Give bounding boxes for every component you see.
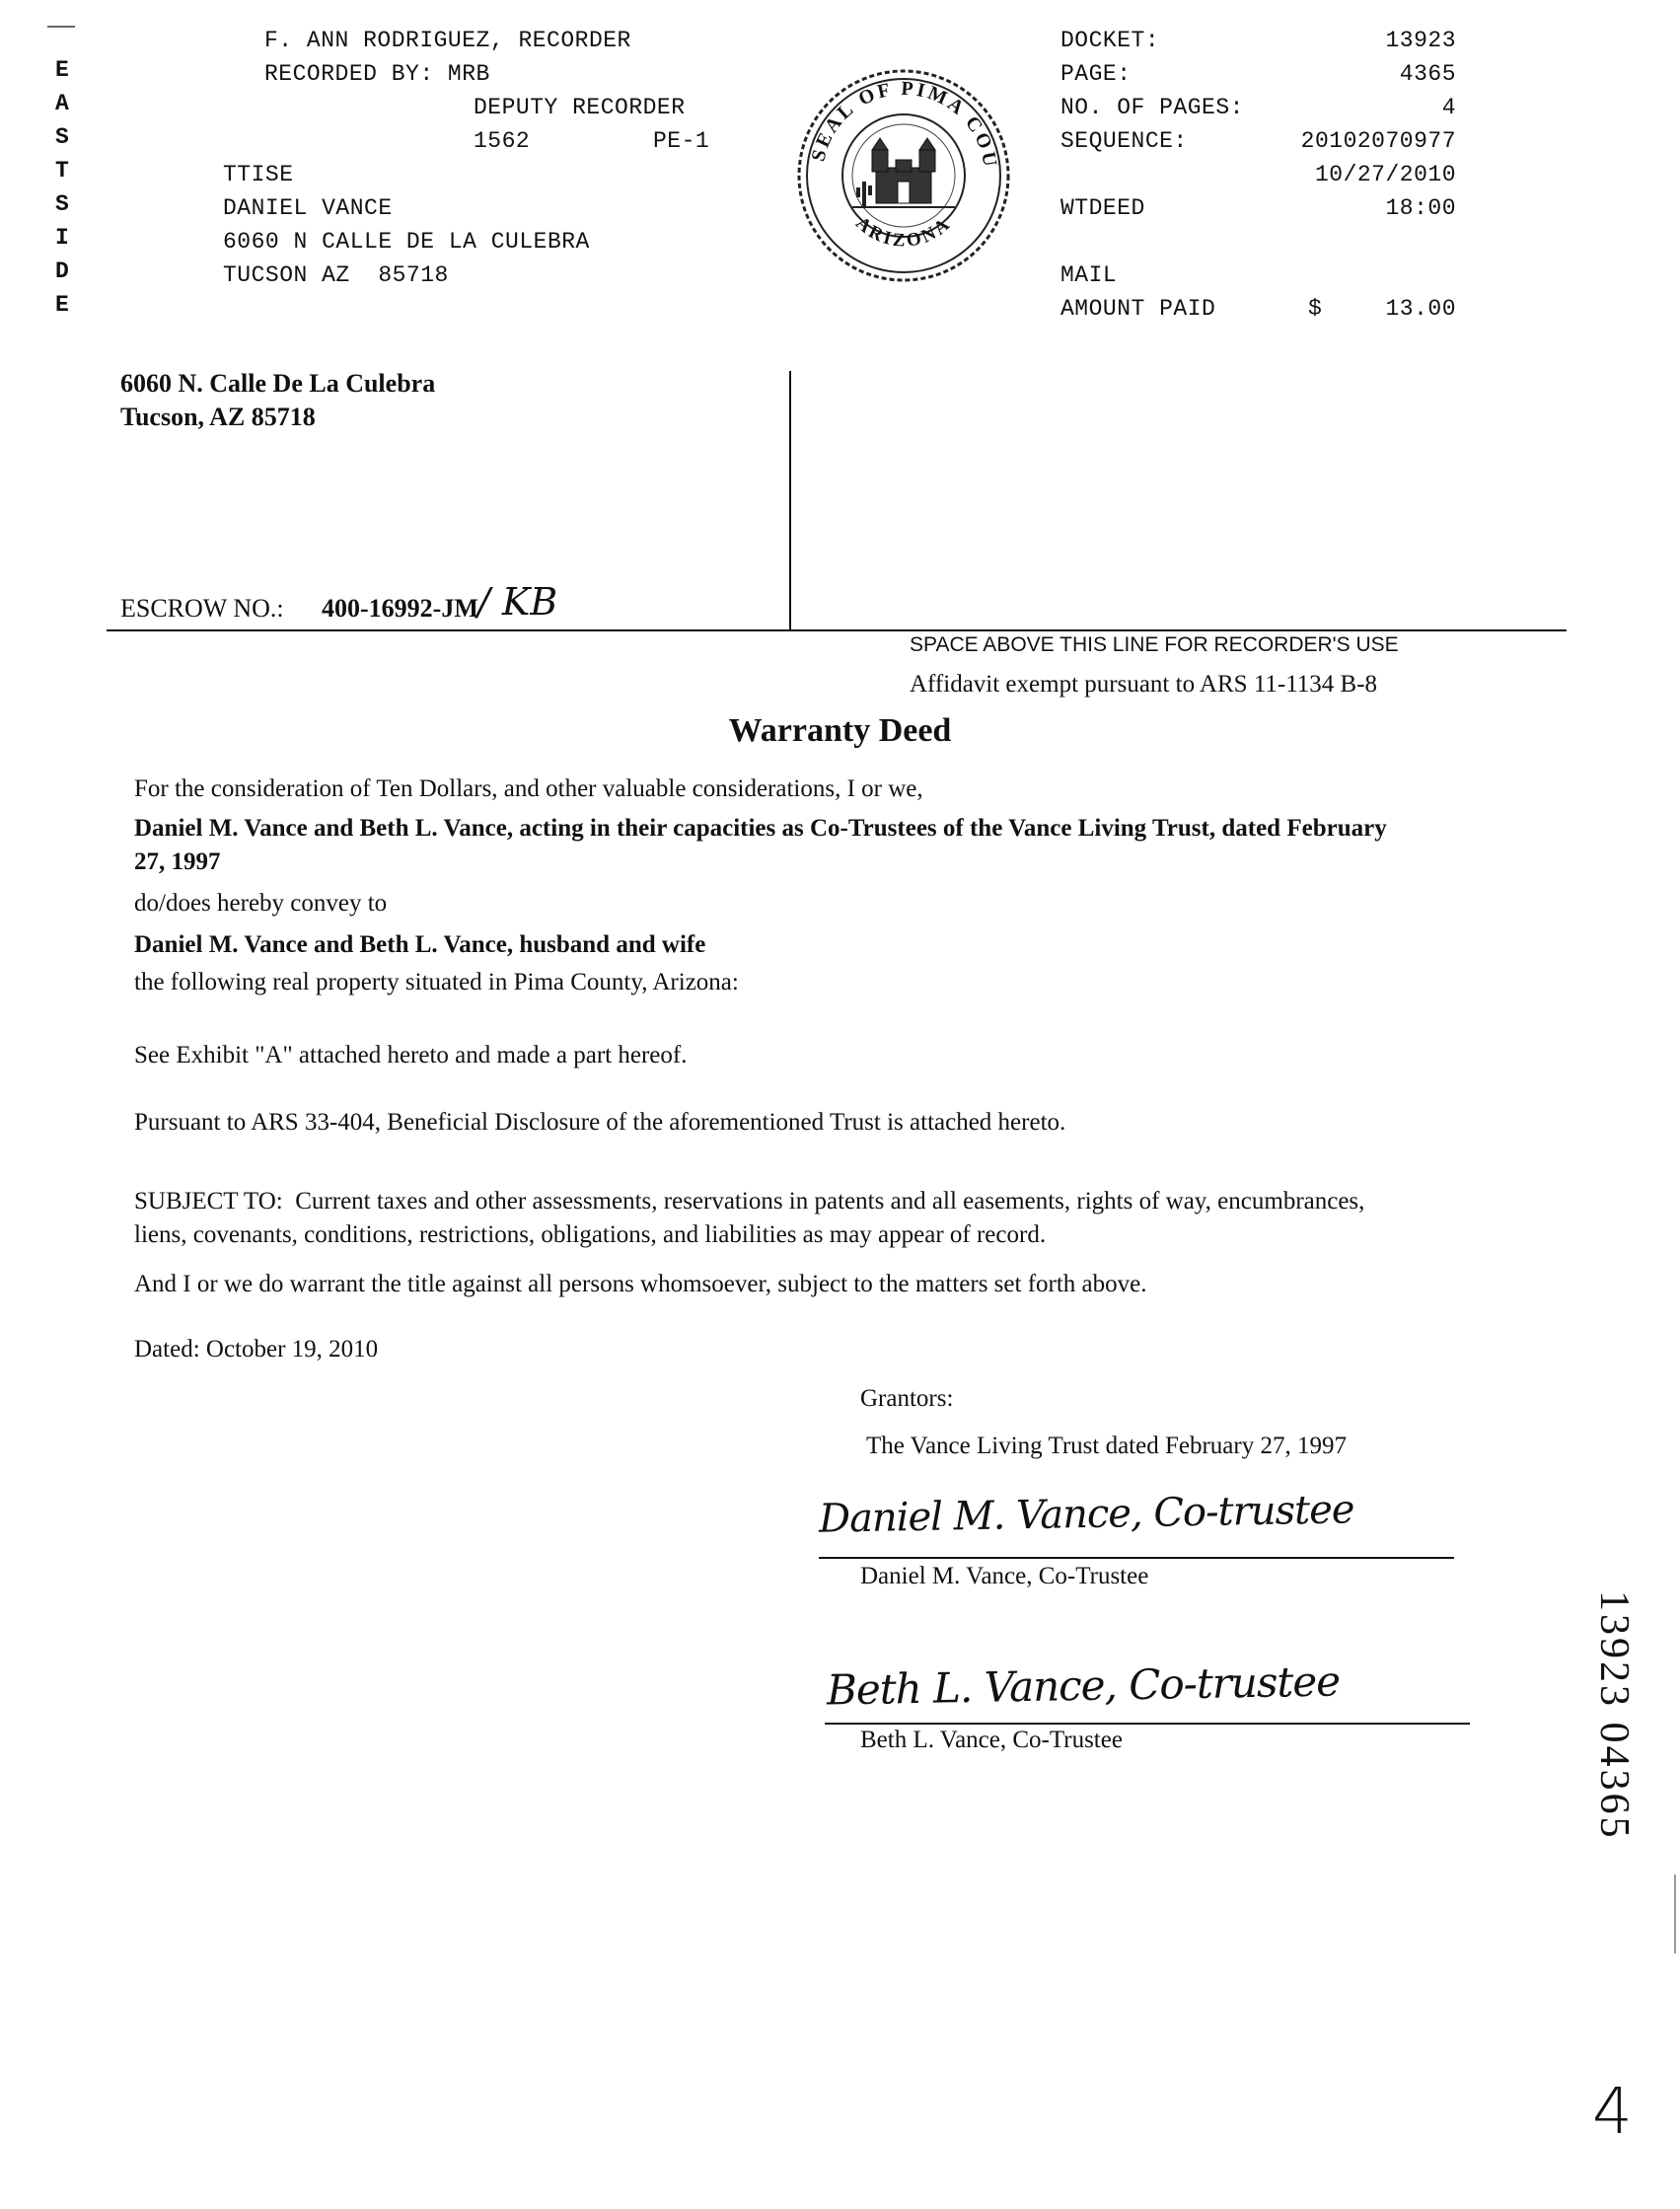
subject-line-2: liens, covenants, conditions, restrictions, obligations, and liabilities as may appear of record. xyxy=(134,1221,1047,1248)
docket-value: 13923 xyxy=(1385,28,1456,53)
side-letter: A xyxy=(55,91,69,116)
county-seal xyxy=(793,65,1014,286)
record-time: 18:00 xyxy=(1385,195,1456,221)
currency-symbol: $ xyxy=(1308,296,1323,322)
recorder-space-note: SPACE ABOVE THIS LINE FOR RECORDER'S USE xyxy=(910,633,1399,656)
signature-2: Beth L. Vance, Co-trustee xyxy=(826,1657,1341,1715)
sequence-label: SEQUENCE: xyxy=(1060,128,1188,154)
svg-text:THE SEAL OF PIMA COUNTY xyxy=(793,65,1001,171)
signer-2-name: Beth L. Vance, Co-Trustee xyxy=(860,1727,1123,1753)
recorder-space-line xyxy=(107,629,1567,631)
grantees: Daniel M. Vance and Beth L. Vance, husband and wife xyxy=(134,931,706,958)
warrant-text: And I or we do warrant the title against all persons whomsoever, subject to the matters set forth above. xyxy=(134,1271,1147,1297)
page-mark: 4 xyxy=(1592,2076,1633,2149)
signature-1: Daniel M. Vance, Co-trustee xyxy=(818,1487,1354,1542)
subject-line-1: SUBJECT TO: Current taxes and other assessments, reservations in patents and all easements, rights of way, encumbrances, xyxy=(134,1188,1365,1215)
mail-street: 6060 N CALLE DE LA CULEBRA xyxy=(223,229,590,255)
signer-1-name: Daniel M. Vance, Co-Trustee xyxy=(860,1563,1149,1589)
recorder-space-divider xyxy=(789,371,791,629)
amount-label: AMOUNT PAID xyxy=(1060,296,1216,322)
seal-bottom-text: ARIZONA xyxy=(851,212,956,252)
mail-city: TUCSON AZ 85718 xyxy=(223,262,449,288)
side-letter: I xyxy=(55,225,69,251)
sequence-value: 20102070977 xyxy=(1300,128,1456,154)
signature-line-2 xyxy=(825,1723,1470,1725)
deputy-number: 1562 xyxy=(474,128,531,154)
page-value: 4365 xyxy=(1399,61,1456,87)
page-label: PAGE: xyxy=(1060,61,1132,87)
grantors-label: Grantors: xyxy=(860,1385,954,1412)
dated-text: Dated: October 19, 2010 xyxy=(134,1336,379,1362)
mail-name: DANIEL VANCE xyxy=(223,195,393,221)
grantors-line-2: 27, 1997 xyxy=(134,848,221,875)
exhibit-text: See Exhibit "A" attached hereto and made a part hereof. xyxy=(134,1042,688,1068)
deputy-code: PE-1 xyxy=(653,128,710,154)
amount-value: 13.00 xyxy=(1385,296,1456,322)
deputy-recorder: DEPUTY RECORDER xyxy=(474,95,686,120)
side-letter: E xyxy=(55,57,69,83)
consideration: For the consideration of Ten Dollars, and other valuable considerations, I or we, xyxy=(134,775,923,802)
scan-edge-mark xyxy=(1674,1875,1676,1953)
affidavit-note: Affidavit exempt pursuant to ARS 11-1134 B-8 xyxy=(910,671,1378,698)
side-letter: S xyxy=(55,124,69,150)
svg-text:ARIZONA xyxy=(851,213,956,252)
recorded-by: RECORDED BY: MRB xyxy=(264,61,490,87)
pages-value: 4 xyxy=(1441,95,1456,120)
convey-text: do/does hereby convey to xyxy=(134,890,388,917)
property-text: the following real property situated in Pima County, Arizona: xyxy=(134,969,739,995)
mail-label: MAIL xyxy=(1060,262,1118,288)
side-letter: T xyxy=(55,158,69,184)
side-letter: D xyxy=(55,258,69,284)
mail-code: TTISE xyxy=(223,162,294,187)
escrow-number: 400-16992-JM xyxy=(322,594,478,623)
signature-line-1 xyxy=(819,1557,1454,1559)
seal-top-text: SEAL OF PIMA COU xyxy=(807,77,1002,172)
side-letter: S xyxy=(55,191,69,217)
trust-name: The Vance Living Trust dated February 27, 1997 xyxy=(866,1433,1347,1459)
return-city: Tucson, AZ 85718 xyxy=(120,403,316,431)
margin-stamp: 13923 04365 xyxy=(1591,1590,1637,1841)
corner-mark xyxy=(47,26,75,28)
escrow-handwritten: / KB xyxy=(477,580,558,624)
docket-label: DOCKET: xyxy=(1060,28,1160,53)
pages-label: NO. OF PAGES: xyxy=(1060,95,1244,120)
escrow-label: ESCROW NO.: xyxy=(120,594,284,623)
grantors-line-1: Daniel M. Vance and Beth L. Vance, acting in their capacities as Co-Trustees of the Vance Living Trust, dated February xyxy=(134,815,1387,842)
recorder-name: F. ANN RODRIGUEZ, RECORDER xyxy=(264,28,631,53)
side-letter: E xyxy=(55,292,69,318)
record-date: 10/27/2010 xyxy=(1314,162,1456,187)
deed-title: Warranty Deed xyxy=(728,712,952,749)
seal-icon xyxy=(793,65,1014,286)
document-type: WTDEED xyxy=(1060,195,1145,221)
return-street: 6060 N. Calle De La Culebra xyxy=(120,369,436,398)
disclosure-text: Pursuant to ARS 33-404, Beneficial Disclosure of the aforementioned Trust is attached hereto. xyxy=(134,1109,1066,1136)
